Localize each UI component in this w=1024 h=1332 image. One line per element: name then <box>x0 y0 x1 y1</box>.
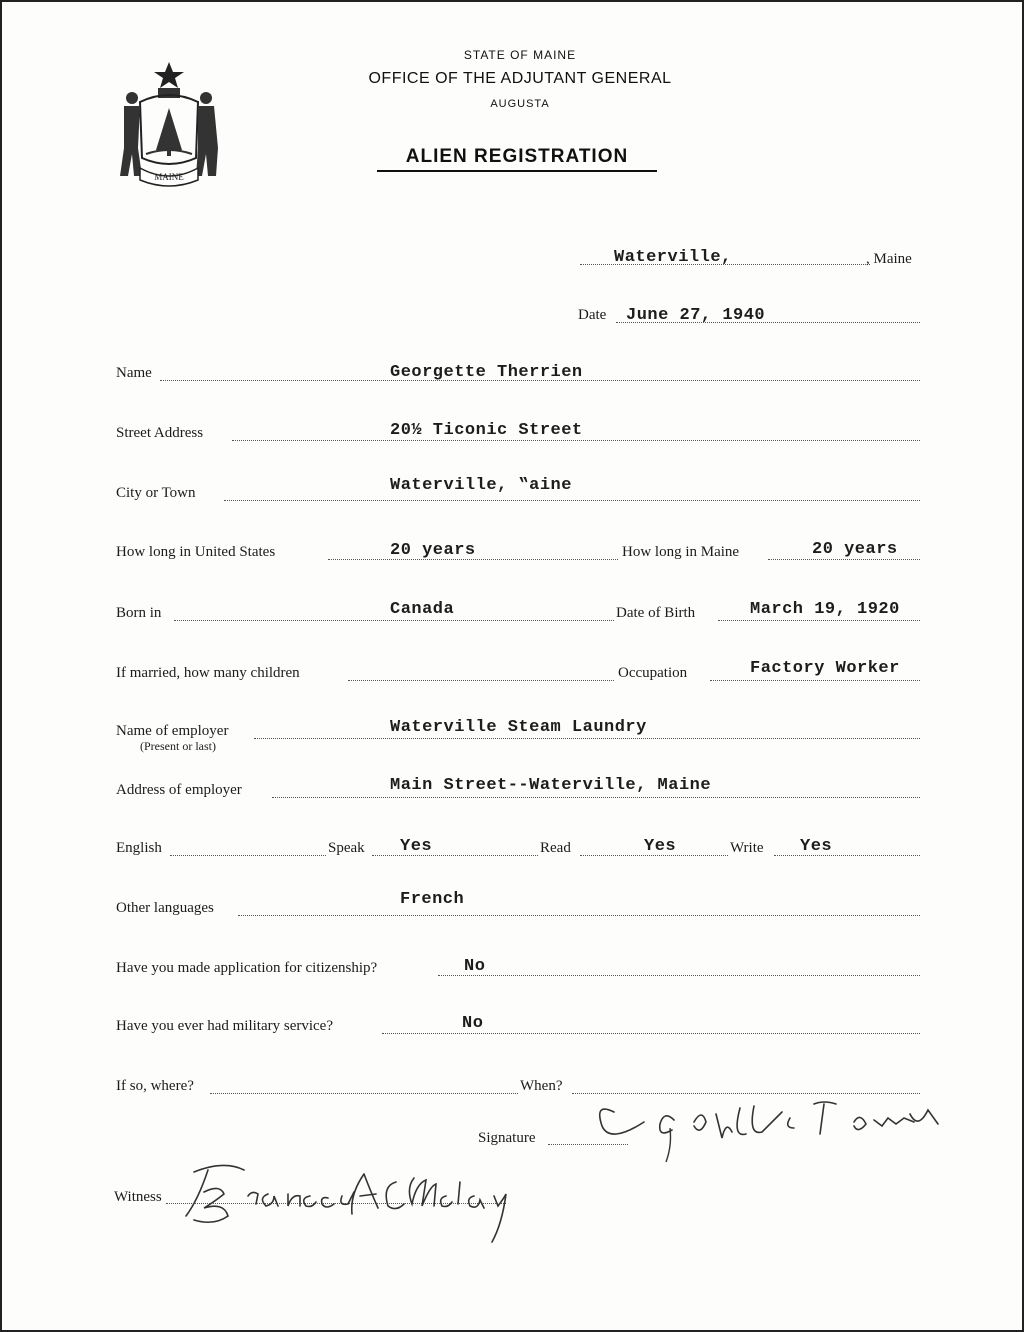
write-line <box>774 855 920 856</box>
street-line <box>232 440 920 441</box>
name-value: Georgette Therrien <box>390 363 583 382</box>
employer-value: Waterville Steam Laundry <box>390 718 647 737</box>
employer-line <box>254 738 920 739</box>
citizenship-line <box>438 975 920 976</box>
employer-sublabel: (Present or last) <box>140 739 216 753</box>
occupation-label: Occupation <box>618 665 688 681</box>
signature-image <box>554 1092 954 1172</box>
born-value: Canada <box>390 600 455 619</box>
witness-signature-image <box>164 1152 534 1252</box>
us-value: 20 years <box>390 541 476 560</box>
us-label: How long in United States <box>116 544 276 560</box>
witness-text <box>202 1232 210 1233</box>
english-label: English <box>116 840 162 856</box>
children-label: If married, how many children <box>116 665 300 681</box>
citizenship-value: No <box>464 957 486 976</box>
speak-label: Speak <box>328 840 365 856</box>
svg-text:MAINE: MAINE <box>154 172 184 182</box>
place-value: Waterville, <box>614 248 732 267</box>
other-languages-line <box>238 915 920 916</box>
occupation-line <box>710 680 920 681</box>
city-heading: AUGUSTA <box>490 98 550 110</box>
born-line <box>174 620 614 621</box>
when-label: When? <box>520 1078 563 1094</box>
speak-value: Yes <box>400 837 433 856</box>
signature-text <box>592 1152 600 1153</box>
english-line <box>170 855 326 856</box>
other-languages-value: French <box>400 890 465 909</box>
witness-label: Witness <box>114 1189 162 1205</box>
street-label: Street Address <box>116 425 204 441</box>
date-label: Date <box>578 307 607 323</box>
read-label: Read <box>540 840 571 856</box>
page-title: ALIEN REGISTRATION <box>377 146 657 172</box>
other-languages-label: Other languages <box>116 900 214 916</box>
where-label: If so, where? <box>116 1078 194 1094</box>
write-label: Write <box>730 840 764 856</box>
city-line <box>224 500 920 501</box>
maine-line <box>768 559 920 560</box>
dob-line <box>718 620 920 621</box>
date-value: June 27, 1940 <box>626 306 766 325</box>
employer-address-value: Main Street--Waterville, Maine <box>390 776 712 795</box>
employer-label: Name of employer <box>116 723 229 739</box>
city-label: City or Town <box>116 485 196 501</box>
military-label: Have you ever had military service? <box>116 1018 333 1034</box>
city-value: Waterville, ‟aine <box>390 476 572 495</box>
occupation-value: Factory Worker <box>750 659 900 678</box>
employer-address-label: Address of employer <box>116 782 242 798</box>
maine-value: 20 years <box>812 540 898 559</box>
place-suffix: , Maine <box>866 251 912 267</box>
read-value: Yes <box>644 837 677 856</box>
maine-label: How long in Maine <box>622 544 740 560</box>
speak-line <box>372 855 538 856</box>
write-value: Yes <box>800 837 833 856</box>
name-label: Name <box>116 365 152 381</box>
office-heading: OFFICE OF THE ADJUTANT GENERAL <box>368 70 672 87</box>
children-line <box>348 680 614 681</box>
employer-address-line <box>272 797 920 798</box>
citizenship-label: Have you made application for citizenship? <box>116 960 378 976</box>
signature-label: Signature <box>478 1130 536 1146</box>
military-value: No <box>462 1014 484 1033</box>
dob-label: Date of Birth <box>616 605 696 621</box>
state-heading: STATE OF MAINE <box>463 48 577 62</box>
dob-value: March 19, 1920 <box>750 600 900 619</box>
street-value: 20½ Ticonic Street <box>390 421 583 440</box>
military-line <box>382 1033 920 1034</box>
born-label: Born in <box>116 605 162 621</box>
where-line <box>210 1093 518 1094</box>
